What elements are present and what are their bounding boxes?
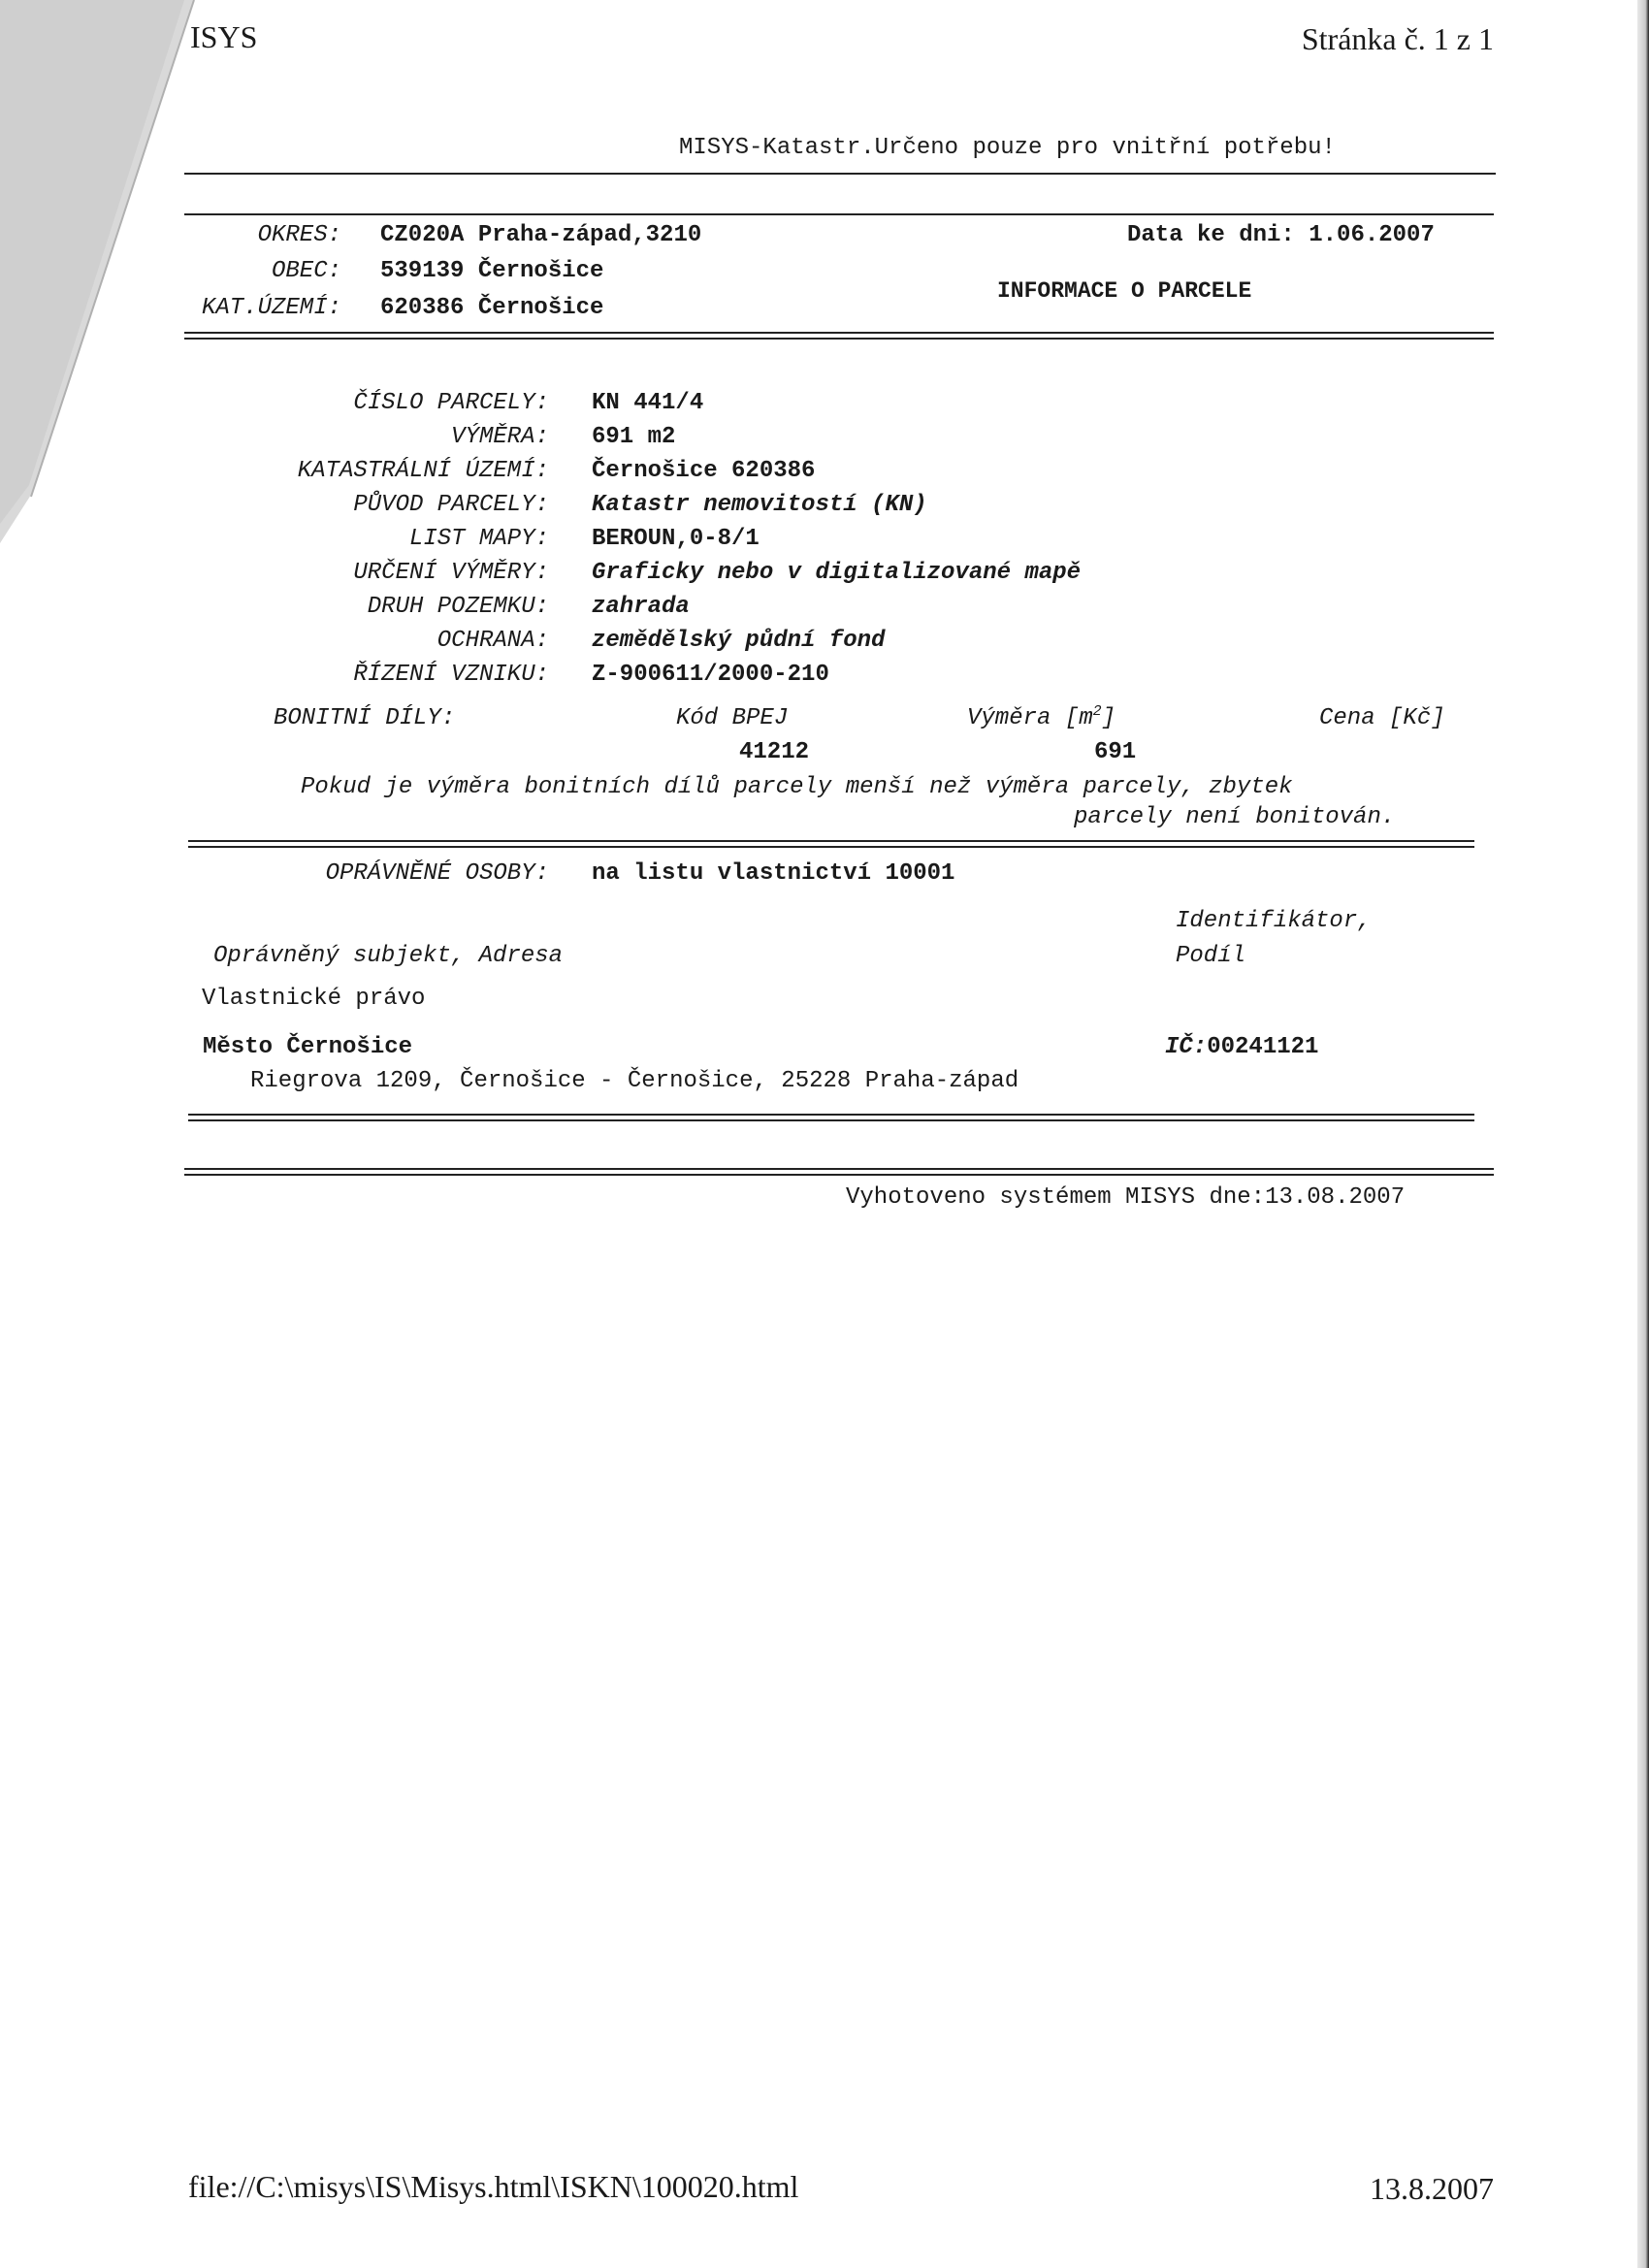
- print-footer-file-path: file://C:\misys\IS\Misys.html\ISKN\100020.html: [188, 2169, 799, 2204]
- owner-col-id-line1: Identifikátor,: [1176, 908, 1372, 934]
- area-determination-label: URČENÍ VÝMĚRY:: [353, 560, 549, 586]
- internal-use-banner: MISYS-Katastr.Určeno pouze pro vnitřní potřebu!: [679, 135, 1336, 161]
- bonity-row-code: 41212: [739, 739, 810, 765]
- generated-by: Vyhotoveno systémem MISYS dne:13.08.2007: [846, 1184, 1406, 1211]
- district-bottom-rule: [184, 332, 1494, 340]
- area-determination-value: Graficky nebo v digitalizované mapě: [592, 560, 1082, 586]
- bonity-note-line2: parcely není bonitován.: [1074, 804, 1396, 830]
- land-type-value: zahrada: [592, 594, 690, 620]
- document-title: INFORMACE O PARCELE: [997, 278, 1252, 304]
- banner-rule: [184, 173, 1496, 175]
- area-label: VÝMĚRA:: [451, 424, 549, 450]
- okres-value: CZ020A Praha-západ,3210: [380, 222, 702, 248]
- area-value: 691 m2: [592, 424, 676, 450]
- owner-col-subject: Oprávněný subjekt, Adresa: [213, 943, 564, 969]
- parcel-number-value: KN 441/4: [592, 390, 704, 416]
- bonity-col-code: Kód BPEJ: [676, 705, 789, 731]
- cadastral-area-label: KATASTRÁLNÍ ÚZEMÍ:: [297, 458, 549, 484]
- bonity-note-line1: Pokud je výměra bonitních dílů parcely menší než výměra parcely, zbytek: [301, 774, 1293, 800]
- bonity-col-area: Výměra $[m^2]$: [967, 703, 1116, 731]
- owner-col-id-line2: Podíl: [1176, 943, 1246, 969]
- map-sheet-value: BEROUN,0-8/1: [592, 526, 760, 552]
- obec-value: 539139 Černošice: [380, 258, 604, 284]
- map-sheet-label: LIST MAPY:: [408, 526, 549, 552]
- owner-name: Město Černošice: [203, 1034, 413, 1060]
- owners-value: na listu vlastnictví 10001: [592, 860, 955, 887]
- print-header-left: ISYS: [190, 19, 258, 54]
- protection-value: zemědělský půdní fond: [592, 628, 886, 654]
- print-header-page-number: Stránka č. 1 z 1: [1301, 21, 1494, 56]
- land-type-label: DRUH POZEMKU:: [367, 594, 549, 620]
- owner-address: Riegrova 1209, Černošice - Černošice, 25228 Praha-západ: [250, 1068, 1019, 1094]
- ownership-right-type: Vlastnické právo: [202, 986, 426, 1012]
- bonity-bottom-rule: [188, 840, 1474, 848]
- district-top-rule: [184, 213, 1494, 219]
- parcel-origin-value: Katastr nemovitostí (KN): [592, 492, 927, 518]
- parcel-number-label: ČÍSLO PARCELY:: [353, 390, 549, 416]
- print-footer-date: 13.8.2007: [1370, 2171, 1494, 2206]
- origin-proceeding-value: Z-900611/2000-210: [592, 662, 829, 688]
- protection-label: OCHRANA:: [436, 628, 549, 654]
- bonity-row-area: 691: [1094, 739, 1137, 765]
- owner-identifier: IČ:00241121: [1165, 1034, 1319, 1060]
- owners-bottom-rule: [188, 1114, 1474, 1121]
- kat-uzemi-label: KAT.ÚZEMÍ:: [201, 295, 341, 321]
- data-date: Data ke dni: 1.06.2007: [1127, 222, 1435, 248]
- footer-top-rule: [184, 1168, 1494, 1176]
- obec-label: OBEC:: [271, 258, 341, 284]
- cadastral-area-value: Černošice 620386: [592, 458, 816, 484]
- bonity-col-price: Cena [Kč]: [1319, 705, 1445, 731]
- okres-label: OKRES:: [257, 222, 341, 248]
- origin-proceeding-label: ŘÍZENÍ VZNIKU:: [353, 662, 549, 688]
- bonity-label: BONITNÍ DÍLY:: [274, 705, 456, 731]
- owners-label: OPRÁVNĚNÉ OSOBY:: [325, 860, 549, 887]
- parcel-origin-label: PŮVOD PARCELY:: [353, 492, 549, 518]
- kat-uzemi-value: 620386 Černošice: [380, 295, 604, 321]
- page-edge-shadow: [1637, 0, 1649, 2268]
